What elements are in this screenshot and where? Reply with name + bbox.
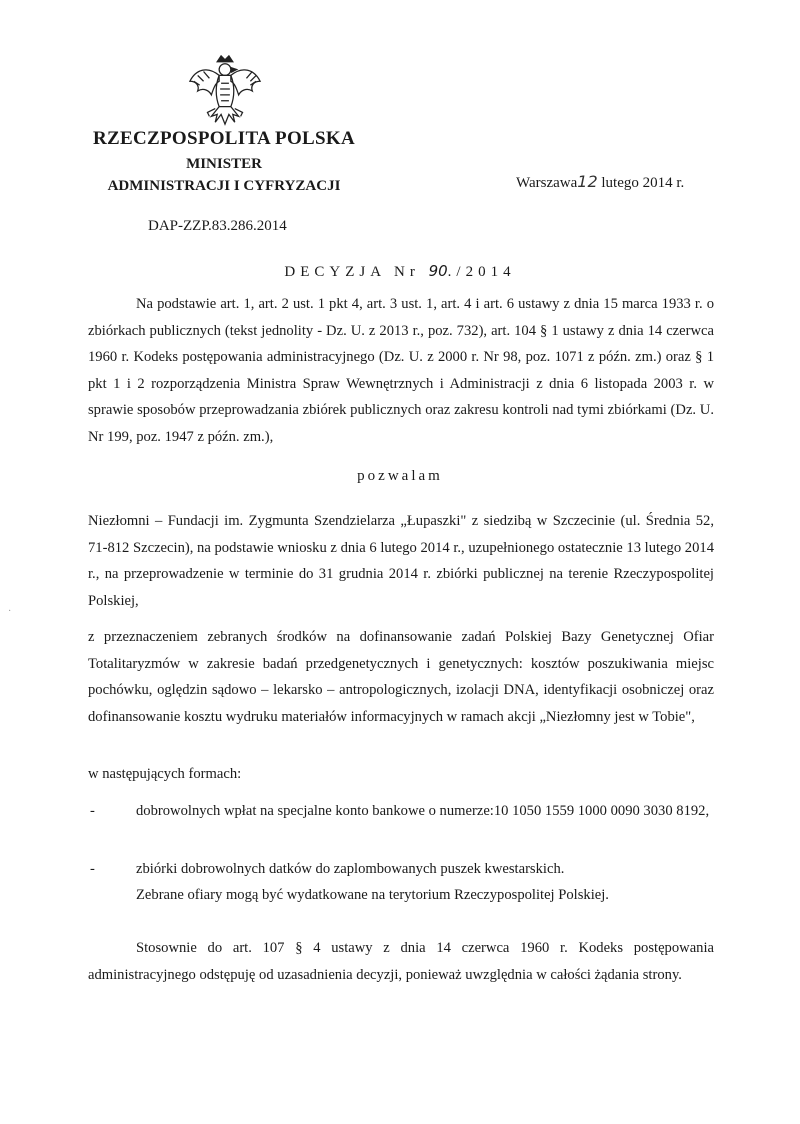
decision-word: pozwalam (357, 468, 443, 484)
header-office-line2: ADMINISTRACJI I CYFRYZACJI (107, 178, 341, 194)
title-suffix: ./2014 (447, 264, 516, 280)
list-item-dash: - (90, 861, 95, 877)
header-office-line1: MINISTER (186, 156, 262, 172)
header-country: RZECZPOSPOLITA POLSKA (93, 128, 355, 149)
purpose-paragraph: z przeznaczeniem zebranych środków na dofinansowanie zadań Polskiej Bazy Genetycznej Ofiar Totalitaryzmów w zakresie badań przedgenetycznych i genetycznych: kosztów poszukiwania miejsc pochówku, oględzin sądowo – lekarsko – antropologicznych, izolacji DNA, identyfikacji osobniczej oraz dofinansowanie kosztu wydruku materiałów informacyjnych w ramach akcji „Niezłomny jest w Tobie", (88, 629, 714, 725)
forms-intro: w następujących formach: (88, 766, 242, 782)
place-date-rest: lutego 2014 r. (601, 175, 685, 191)
justification-paragraph: Stosownie do art. 107 § 4 ustawy z dnia 14 czerwca 1960 r. Kodeks postępowania administracyjnego odstępuję od uzasadnienia decyzji, ponieważ uwzględnia w całości żądania strony. (88, 940, 714, 983)
place-date (516, 172, 684, 192)
handwritten-decision-number: 90 (428, 262, 448, 280)
margin-mark: · (8, 606, 12, 617)
reference-number: DAP-ZZP.83.286.2014 (148, 218, 287, 234)
list-item-dash: - (90, 803, 95, 819)
legal-basis-paragraph: Na podstawie art. 1, art. 2 ust. 1 pkt 4, art. 3 ust. 1, art. 4 i art. 6 ustawy z dnia 15 marca 1933 r. o zbiórkach publicznych (tekst jednolity - Dz. U. z 2013 r., poz. 732), art. 104 § 1 ustawy z dnia 14 czerwca 1960 r. Kodeks postępowania administracyjnego (Dz. U. z 2000 r. Nr 98, poz. 1071 z późn. zm.) oraz § 1 pkt 1 i 2 rozporządzenia Ministra Spraw Wewnętrznych i Administracji z dnia 6 listopada 2003 r. w sprawie sposobów przeprowadzania zbiórek publicznych oraz zakresu kontroli nad tymi zbiórkami (Dz. U. Nr 199, poz. 1947 z późn. zm.), (88, 296, 714, 445)
list-item-collection-boxes: zbiórki dobrowolnych datków do zaplombowanych puszek kwestarskich. (136, 861, 565, 877)
place-city: Warszawa (516, 175, 578, 191)
territory-statement: Zebrane ofiary mogą być wydatkowane na terytorium Rzeczypospolitej Polskiej. (136, 887, 609, 903)
list-item-bank-transfer: dobrowolnych wpłat na specjalne konto bankowe o numerze:10 1050 1559 1000 0090 3030 8192, (136, 803, 710, 819)
handwritten-day: 12 (577, 172, 598, 191)
recipient-paragraph: Niezłomni – Fundacji im. Zygmunta Szendzielarza „Łupaszki" z siedzibą w Szczecinie (ul. Średnia 52, 71-812 Szczecin), na podstawie wniosku z dnia 6 lutego 2014 r., uzupełnionego ostatecznie 13 lutego 2014 r., na przeprowadzenie w terminie do 31 grudnia 2014 r. zbiórki publicznej na terenie Rzeczypospolitej Polskiej, (88, 513, 714, 609)
decision-title (0, 262, 800, 281)
polish-eagle-emblem-icon (186, 52, 264, 130)
title-prefix: DECYZJA Nr (284, 264, 420, 280)
